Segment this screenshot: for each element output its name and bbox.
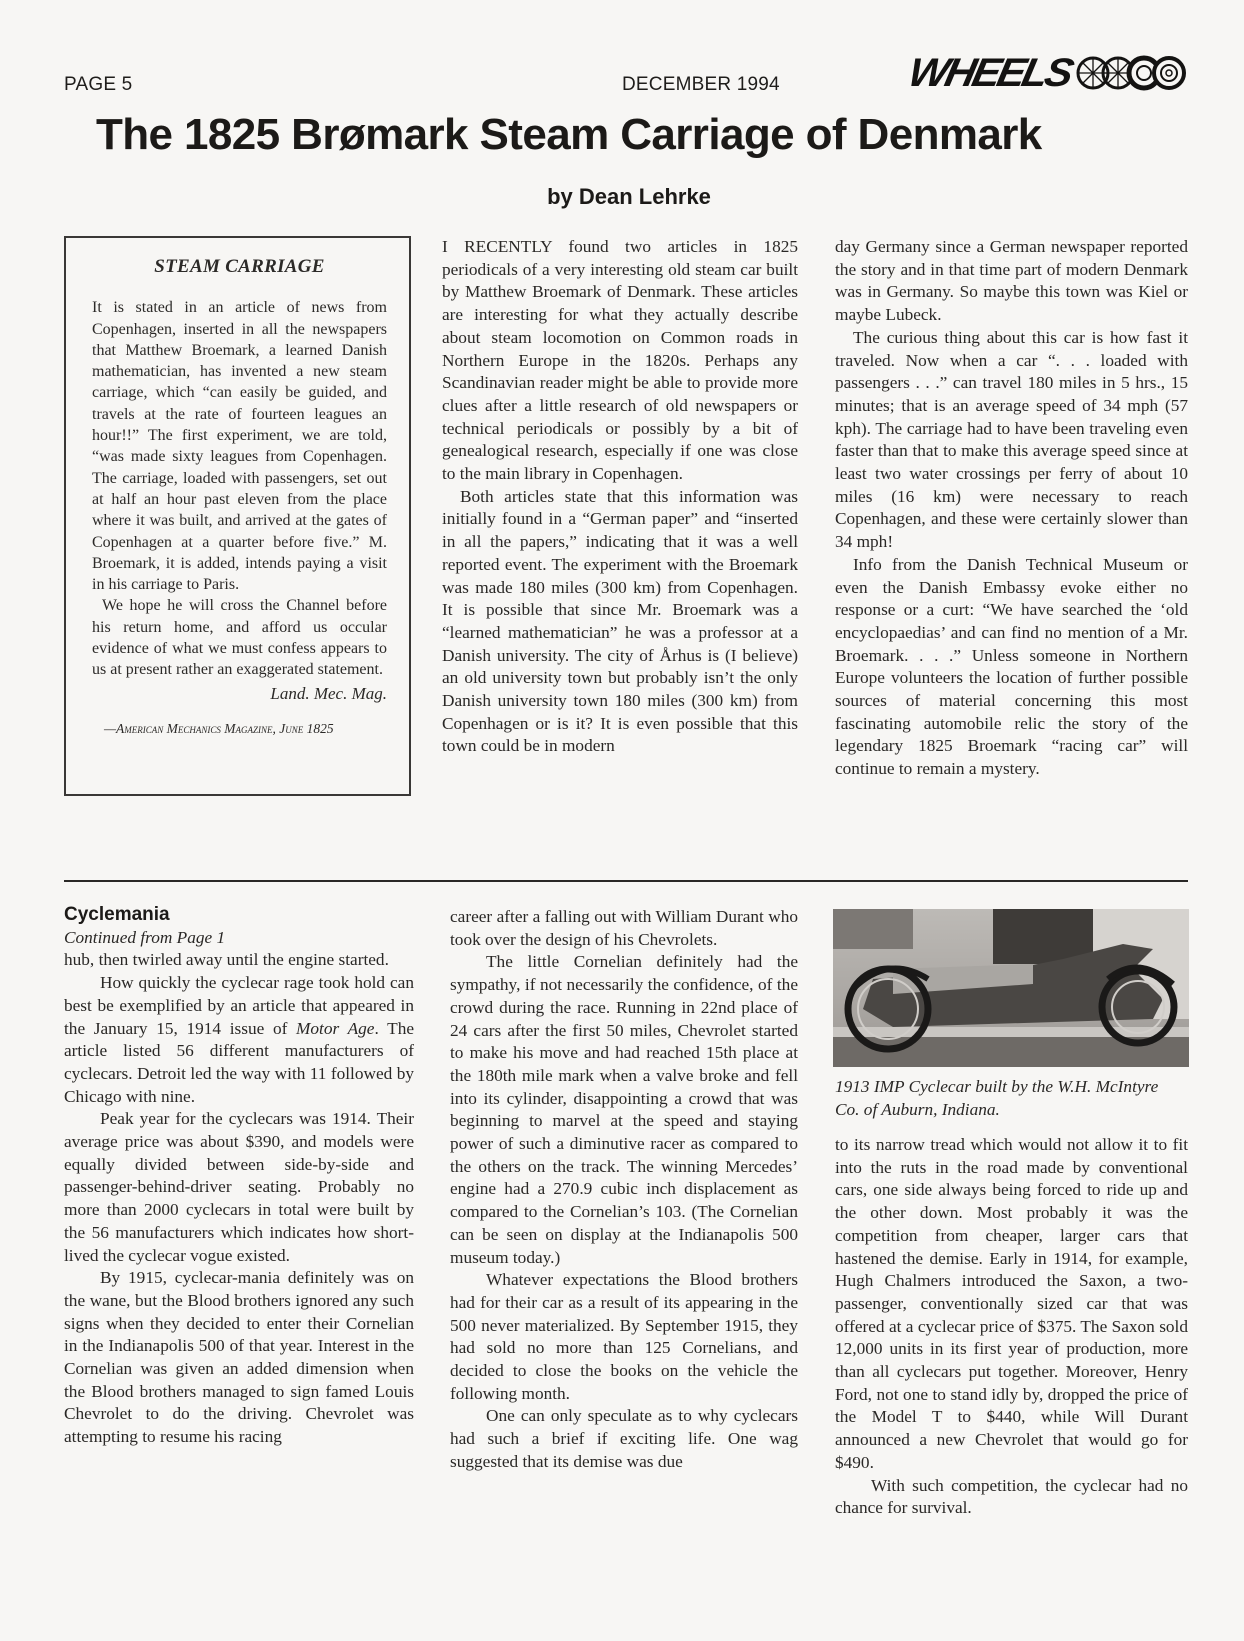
sidebox-title: STEAM CARRIAGE [154,256,325,277]
steam-carriage-sidebox [64,236,411,796]
cyclemania-column-1 [64,904,414,1449]
cyclemania-paragraph: How quickly the cyclecar rage took hold can best be exemplified by an article that appeared in the January 15, 1914 issue of Motor Age. The article listed 56 different manufacturers of cyclecars. Detroit led the way with 11 followed by Chicago with nine. [64,973,414,1106]
article-byline: by Dean Lehrke [547,184,711,209]
issue-date: DECEMBER 1994 [622,74,780,95]
photo-caption: 1913 IMP Cyclecar built by the W.H. McIntyre Co. of Auburn, Indiana. [835,1077,1159,1119]
article-paragraph: Both articles state that this information was initially found in a “German paper” and “inserted in all the papers,” indicating that it was a well reported event. The experiment with the Broemark was made 180 miles (300 km) from Copenhagen. It is possible that since Mr. Broemark was a “learned mathematician” he was a professor at a Danish university. The city of Århus is (I believe) an old university town but probably isn’t the only Danish university town 180 miles (300 km) from Copenhagen or is it? It is even possible that this town could be in modern [442,486,798,756]
cyclemania-paragraph: One can only speculate as to why cyclecars had such a brief if exciting life. One wag suggested that its demise was due [450,1406,798,1471]
cyclemania-paragraph: career after a falling out with William Durant who took over the design of his Chevrolets. [450,907,798,949]
cyclemania-column-3 [835,1134,1188,1520]
cyclemania-paragraph: hub, then twirled away until the engine started. [64,950,389,970]
magazine-title: Motor Age [296,1018,375,1038]
continued-from-note: Continued from Page 1 [64,927,226,947]
article-title: The 1825 Brømark Steam Carriage of Denmark [96,110,1042,159]
article-paragraph: The curious thing about this car is how fast it traveled. Now when a car “. . . loaded with passengers . . .” can travel 180 miles in 5 hrs., 15 minutes; that is an average speed of 34 mph (57 kph). The carriage had to have been traveling even faster than that to make this average speed since at least two water crossings per ferry of about 10 miles (16 km) were necessary to reach Copenhagen, and these were certainly slower than 34 mph! [835,327,1188,552]
cyclemania-paragraph: With such competition, the cyclecar had no chance for survival. [835,1475,1188,1518]
article-paragraph: day Germany since a German newspaper reported the story and in that time part of modern Denmark was in Germany. So maybe this town was Kiel or maybe Lubeck. [835,237,1188,325]
cyclecar-photo [833,909,1189,1067]
article-paragraph: Info from the Danish Technical Museum or even the Danish Embassy evoke either no response or a curt: “We have searched the ‘old encyclopaedias’ and can find no mention of a Mr. Broemark. . . .” Unless someone in Northern Europe volunteers the location of further possible sources of material concerning this most fascinating automobile relic the story of the legendary 1825 Broemark “racing car” will continue to remain a mystery. [835,554,1188,779]
cyclemania-paragraph: By 1915, cyclecar-mania definitely was on the wane, but the Blood brothers ignored any such signs when they decided to enter their Cornelian in the Indianapolis 500 of that year. Interest in the Cornelian was given an added dimension when the Blood brothers managed to sign famed Louis Chevrolet to do the driving. Chevrolet was attempting to resume his racing [64,1268,414,1447]
logo-text: WHEELS [904,51,1075,95]
masthead-logo [904,51,1186,95]
sidebox-paragraph: We hope he will cross the Channel before his return home, and afford us occular evidence of what we must confess appears to us at present rather an exaggerated statement. [92,597,387,679]
sidebox-signature: Land. Mec. Mag. [270,683,387,703]
cyclemania-paragraph: Whatever expectations the Blood brothers had for their car as a result of its appearing in the 500 never materialized. By September 1915, they had sold no more than 125 Cornelians, and decided to close the books on the vehicle the following month. [450,1270,798,1403]
article-paragraph: I RECENTLY found two articles in 1825 periodicals of a very interesting old steam car built by Matthew Broemark of Denmark. These articles are interesting for what they actually describe about steam locomotion on Common roads in Northern Europe in the 1820s. Perhaps any Scandinavian reader might be able to provide more clues after a little research of old newspapers or technical periodicals or possibly by a bit of genealogical research, especially if one was close to the main library in Copenhagen. [442,237,798,484]
section-divider [64,880,1188,882]
article-column-2 [442,236,798,758]
cyclemania-paragraph: The little Cornelian definitely had the sympathy, if not necessarily the confidence, of the crowd during the race. Running in 22nd place of 24 cars after the first 50 miles, Chevrolet started to make his move and had reached 15th place at the 180th mile mark when a valve broke and fell into its cylinder, disappointing a crowd that was beginning to marvel at the speed and staying power of such a diminutive racer as compared to the others on the track. The winning Mercedes’ engine had a 270.9 cubic inch displacement as compared to the Cornelian’s 103. (The Cornelian can be seen on display at the Indianapolis 500 museum today.) [450,952,798,1267]
sidebox-paragraph: It is stated in an article of news from Copenhagen, inserted in all the newspapers that Matthew Broemark, a learned Danish mathematician, has invented a new steam carriage, which “can easily be guided, and travels at the rate of fourteen leagues an hour!!” The first experiment, we are told, “was made sixty leagues from Copenhagen. The carriage, loaded with passengers, set out at half an hour past eleven from the place where it was built, and arrived at the gates of Copenhagen at a quarter before five.” M. Broemark, it is added, intends paying a visit in his carriage to Paris. [92,299,387,594]
sidebox-source [92,718,387,739]
cyclemania-title: Cyclemania [64,904,170,925]
cyclemania-paragraph: Peak year for the cyclecars was 1914. Their average price was about $390, and models were equally divided between side-by-side and passenger-behind-driver seating. Probably no more than 2000 cyclecars in total were built by the 56 manufacturers which indicates how short-lived the cyclecar vogue existed. [64,1109,414,1265]
page-number: PAGE 5 [64,74,133,95]
sidebox-source-text: —American Mechanics Magazine, June 1825 [104,720,334,736]
article-column-3 [835,236,1188,781]
cyclemania-paragraph: to its narrow tread which would not allow it to fit into the ruts in the road made by conventional cars, one side always being forced to ride up and the other down. Most probably it was the competition from cheaper, larger cars that hastened the demise. Early in 1914, for example, Hugh Chalmers introduced the Saxon, a two-passenger, conventionally sized car that was offered at a cyclecar price of $375. The Saxon sold 12,000 units in its first year of production, more than all cyclecars put together. Moreover, Henry Ford, not one to stand idly by, dropped the price of the Model T to $440, while Will Durant announced a new Chevrolet that would go for $490. [835,1135,1188,1472]
wheels-logo-icon [1076,55,1186,91]
cyclemania-column-2 [450,906,798,1474]
